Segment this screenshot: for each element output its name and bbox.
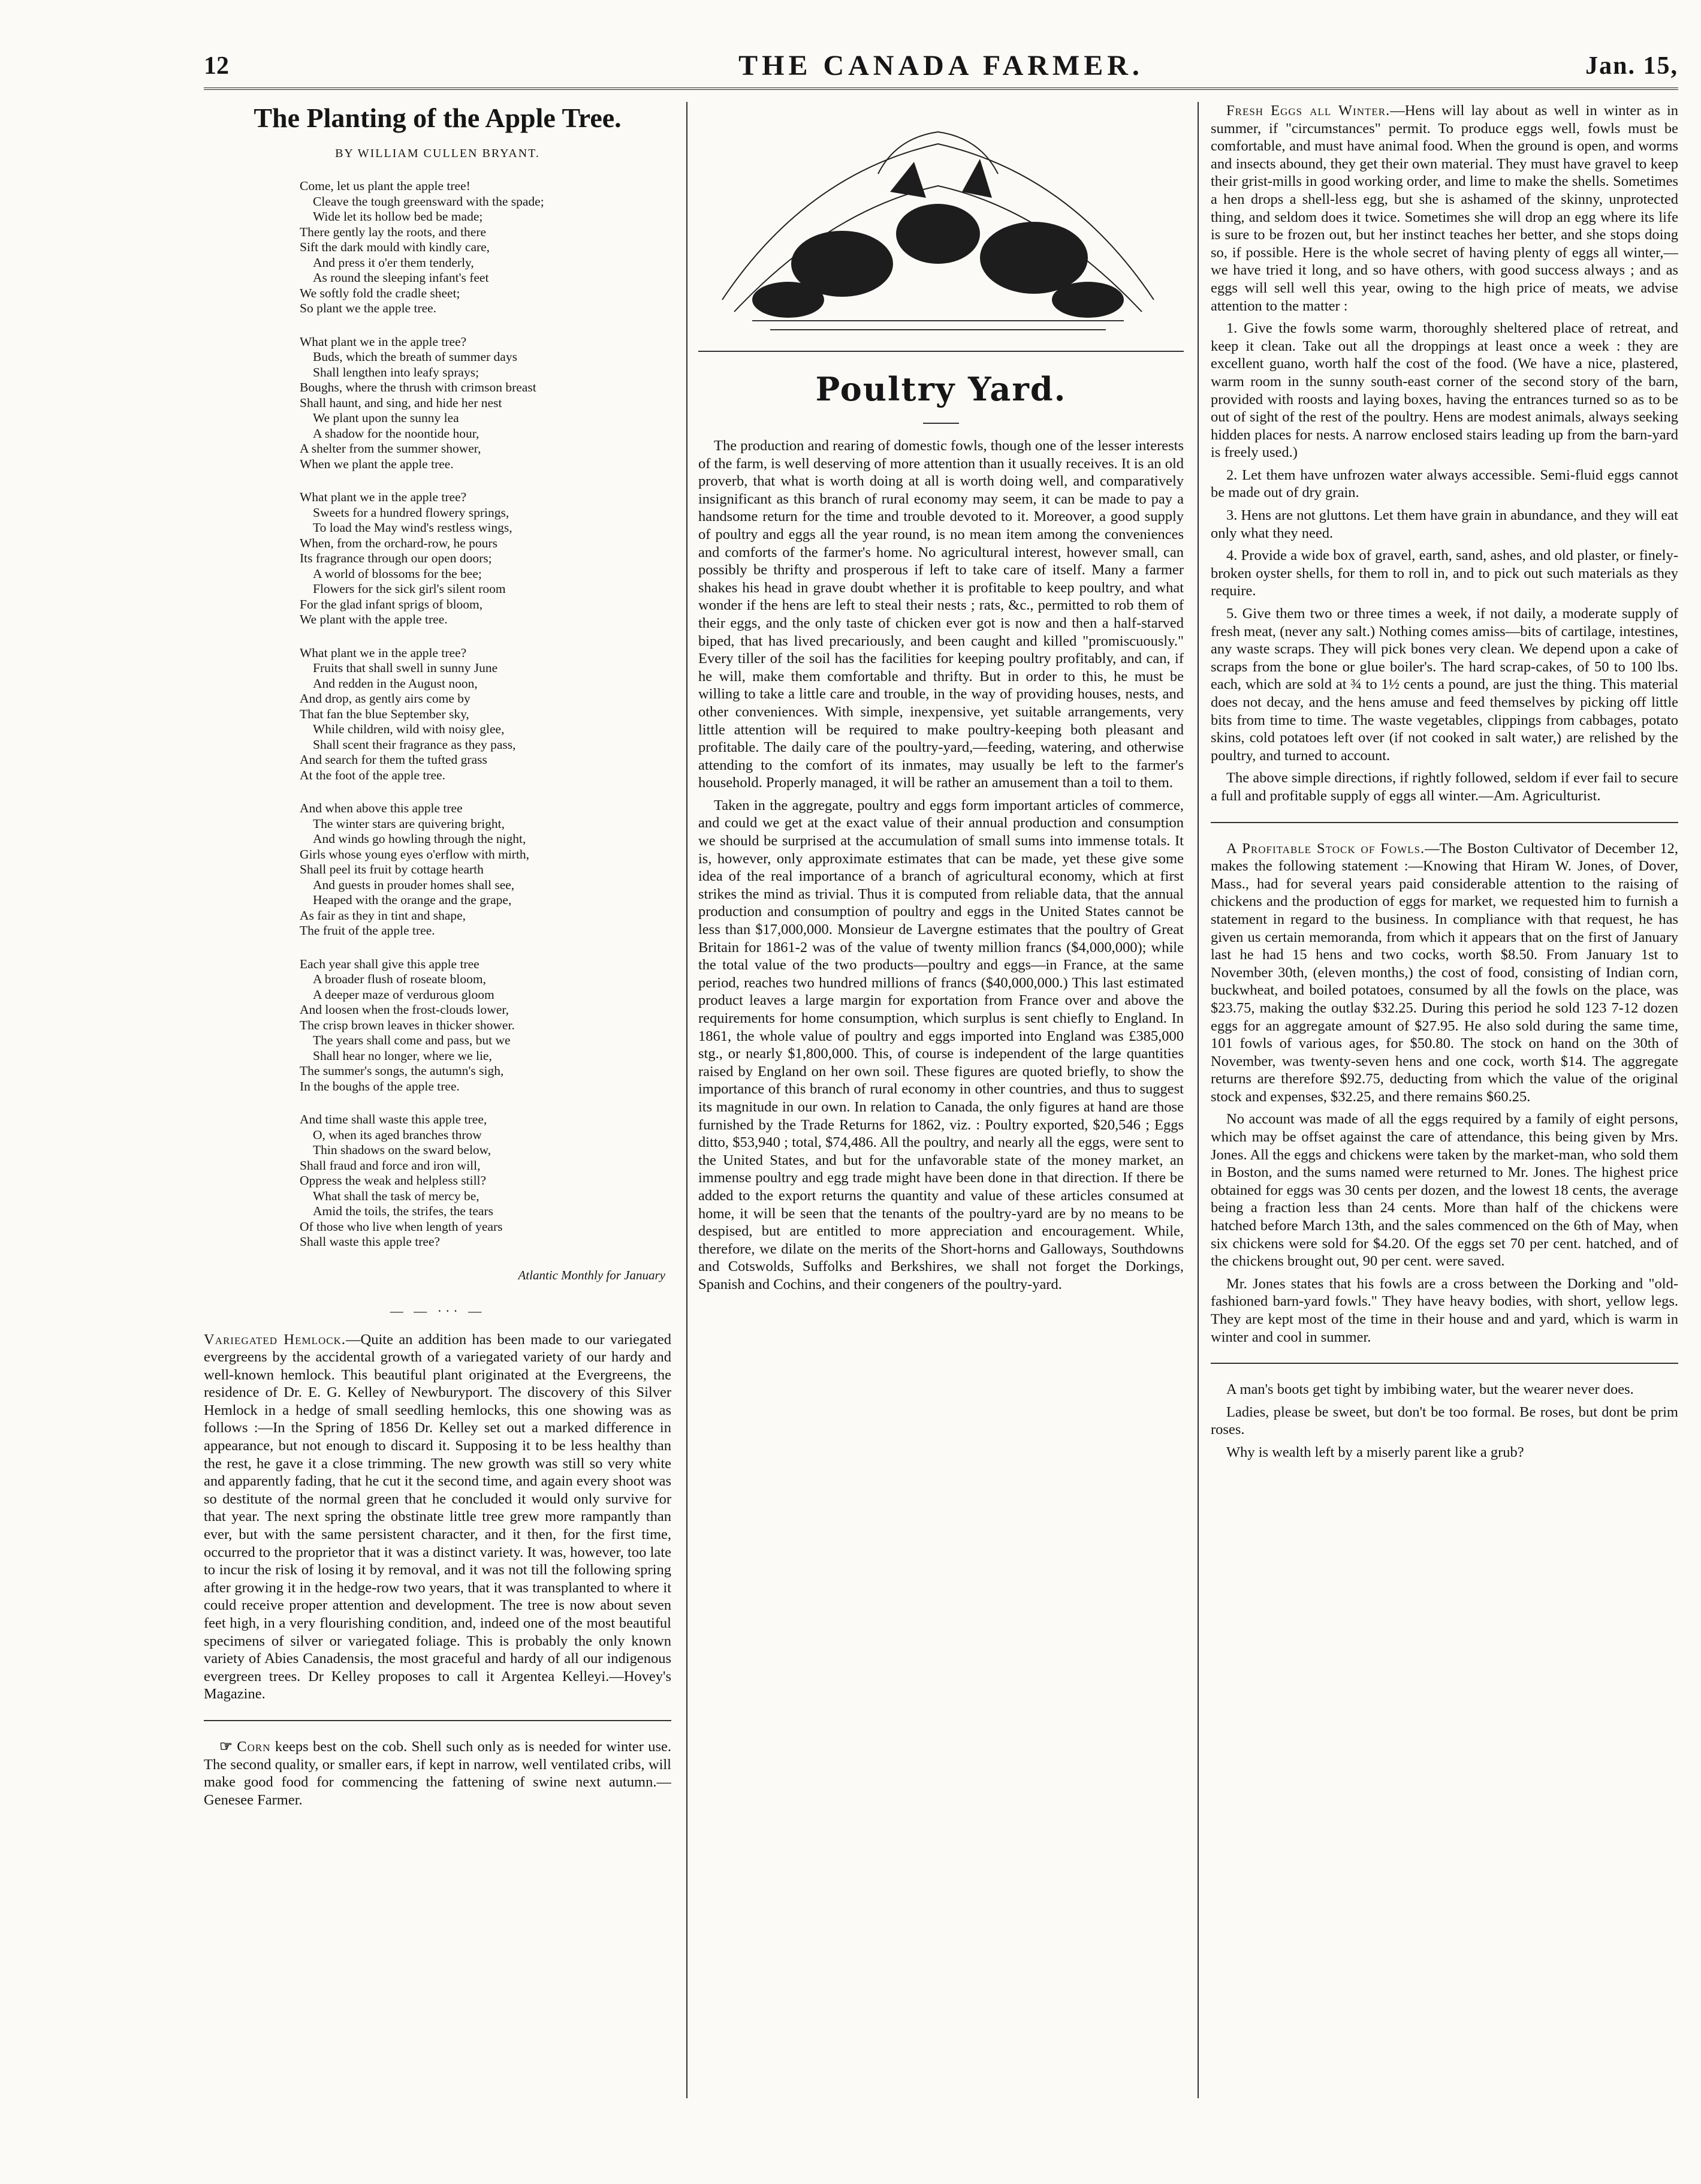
title-rule [923, 423, 959, 424]
poem-line: Wide let its hollow bed be made; [313, 209, 483, 224]
poem-line: For the glad infant sprigs of bloom, [300, 597, 483, 611]
poem-stanza [300, 490, 671, 628]
fresh-eggs-item: 2. Let them have unfrozen water always accessible. Semi-fluid eggs cannot be made out of dry grain. [1211, 466, 1678, 501]
corn-article [204, 1738, 671, 1809]
poem-line: O, when its aged branches throw [313, 1127, 482, 1142]
poultry-paragraph: The production and rearing of domestic fowls, though one of the lesser interests of the farm, is well deserving of more attention than it usually receives. It is an old proverb, that what is worth doing at all is worth doing well, and comparatively insignificant as this branch of rural economy may seem, it can be made to pay a handsome return for the time and trouble devoted to it. Moreover, a good supply of poultry and eggs all the year round, is no mean item among the conveniences and comforts of the farmer's home. No agricultural interest, however small, can possibly be thrifty and prosperous if left to take care of itself. Many a farmer shakes his head in grave doubt whether it is profitable to keep poultry, and what wonder if the hens are left to steal their nests ; rats, &c., permitted to rob them of their eggs, and the only taste of chicken ever got is now and then a half-starved biped, that has lived precariously, and been caught and killed "promiscuously." Every tiller of the soil has the facilities for keeping poultry profitably, and can, if he will, make them comfortable and thrifty. But in order to this, he must be willing to take a little care and trouble, in the way of providing houses, nests, and other conveniences. With simple, inexpensive, yet suitable arrangements, very little attention will be required to make poultry-keeping both pleasant and profitable. The daily care of the poultry-yard,—feeding, watering, and otherwise attending to the comfort of its inmates, may usually be left to the farmer's household. Properly managed, it will be rather an amusement than a toil to them. [698, 438, 1184, 791]
poem-line: Heaped with the orange and the grape, [313, 893, 512, 907]
poem-line: And search for them the tufted grass [300, 752, 487, 767]
poem-source: Atlantic Monthly for January [518, 1267, 665, 1282]
poem-stanza [300, 801, 671, 939]
profitable-stock-text: —The Boston Cultivator of December 12, makes the following statement :—Knowing that Hiram W. Jones, of Dover, Mass., had for several years paid considerable attention to the raising of chickens and the production of eggs for market, we requested him to furnish a statement in regard to the business. In compliance with that request, he has given us certain memoranda, from which it appears that on the first of January last he had 15 hens and two cocks, worth $8.50. From January 1st to November 30th, (eleven months,) the cost of food, consisting of Indian corn, buckwheat, and boiled potatoes, consumed by all the fowls on the place, was $23.75, making the outlay $32.25. During this period he sold 123 7-12 dozen eggs for an aggregate amount of $27.95. He also sold during the same time, 101 fowls of various ages, for $50.80. The stock on hand on the 30th of November, was twenty-seven hens and one cock, worth $14. The aggregate returns are therefore $92.75, deducting from which the value of the original stock and expenses, $32.25, and there remains $60.25. [1211, 840, 1678, 1105]
poem-line: The years shall come and pass, but we [313, 1033, 511, 1047]
masthead-title: THE CANADA FARMER. [738, 50, 1144, 82]
poem-line: And winds go howling through the night, [313, 832, 526, 846]
poem-stanza [300, 957, 671, 1095]
poem-line: A broader flush of roseate bloom, [313, 972, 486, 986]
poultry-paragraph: Taken in the aggregate, poultry and eggs form important articles of commerce, and could we get at the exact value of their annual production and consumption we should be surprised at the accumulation of small sums into immense totals. It is, however, only approximate estimates that can be made, yet these give some idea of the real importance of a branch of agricultural economy, which at first strikes the mind as trivial. Thus it is computed from reliable data, that the annual production and consumption of poultry and eggs in the United States cannot be less than $17,000,000. Monsieur de Lavergne estimates that the poultry of Great Britain for 1861-2 was of the value of twenty million francs ($4,000,000); while the total value of the two products—poultry and eggs—in France, at the same period, reaches two hundred millions of francs ($40,000,000.) This last estimated product leaves a large margin for exportation from France over and above the requirements for home consumption, which surplus is sent chiefly to England. In 1861, the whole value of poultry and eggs imported into England was £385,000 stg., or nearly $1,800,000. This, of course is independent of the large quantities raised by England on her own soil. These figures are quoted briefly, to show the importance of this branch of rural economy in other countries, and thus to suggest its magnitude in our own. In relation to Canada, the only figures at hand are those furnished by the Trade Returns for 1862, viz. : Poultry exported, $20,546 ; Eggs ditto, $53,940 ; total, $74,486. All the poultry, and nearly all the eggs, were sent to the United States, and but for the unfavorable state of the money market, an immense poultry and egg trade might have been done in that direction. If there be added to the export returns the quantity and value of these articles consumed at home, it will be seen that the tenants of the poultry-yard are by no means to be despised, but are entitled to more appreciation and encouragement. While, therefore, we dilate on the merits of the Short-horns and Galloways, Southdowns and Cotswolds, Suffolks and Berkshires, we shall not forget the Dorkings, Spanish and Cochins, and their congeners of the poultry-yard. [698, 797, 1184, 1293]
poem-line: Cleave the tough greensward with the spade; [313, 194, 544, 209]
poem-line: When, from the orchard-row, he pours [300, 535, 497, 550]
poem-line: Girls whose young eyes o'erflow with mirth, [300, 847, 530, 861]
poem-line: As fair as they in tint and shape, [300, 908, 466, 923]
poem-line: Boughs, where the thrush with crimson breast [300, 380, 536, 394]
poem-line: As round the sleeping infant's feet [313, 270, 489, 285]
issue-date: Jan. 15, [1585, 52, 1678, 80]
poem-line: In the boughs of the apple tree. [300, 1079, 460, 1093]
hemlock-article [204, 1331, 671, 1703]
poem-line: We plant with the apple tree. [300, 612, 448, 626]
poem-stanza [300, 179, 671, 317]
article-rule [204, 1720, 671, 1721]
poem-line: A deeper maze of verdurous gloom [313, 987, 494, 1002]
fresh-eggs-item: 1. Give the fowls some warm, thoroughly sheltered place of retreat, and keep it clean. Take out all the droppings at least once a week : they are excellent guano, worth half the cost of the food. (We have a nice, plastered, warm room in the sunny south-east corner of the second story of the barn, provided with roosts and laying boxes, having the entrances turned so as to be out of sight of the rest of the poultry. Hens are modest animals, always seeking hidden places for nests. A narrow enclosed stairs leading up from the barn-yard is freely used.) [1211, 320, 1678, 461]
poem-line: What plant we in the apple tree? [300, 490, 467, 504]
fresh-eggs-item: The above simple directions, if rightly followed, seldom if ever fail to secure a full and profitable supply of eggs all winter.—Am. Agriculturist. [1211, 770, 1678, 804]
poem-line: There gently lay the roots, and there [300, 224, 487, 239]
newspaper-page [204, 48, 1678, 2134]
poem-line: The crisp brown leaves in thicker shower. [300, 1017, 515, 1032]
poem-line: And time shall waste this apple tree, [300, 1112, 487, 1126]
poem-line: While children, wild with noisy glee, [313, 722, 505, 736]
article-rule [1211, 1363, 1678, 1364]
fresh-eggs-article [1211, 102, 1678, 315]
profitable-stock-article [1211, 840, 1678, 1106]
column-rule [1198, 102, 1199, 2098]
poultry-engraving [698, 102, 1178, 342]
hand-pointer-icon: ☞ [219, 1738, 233, 1755]
section-divider: — — ··· — [390, 1303, 485, 1318]
column-left [204, 102, 671, 2098]
poem-stanza [300, 646, 671, 784]
poem-line: Its fragrance through our open doors; [300, 551, 492, 565]
poem-line: That fan the blue September sky, [300, 706, 469, 721]
poem-line: Shall peel its fruit by cottage hearth [300, 862, 484, 876]
poem-stanza [300, 1112, 671, 1250]
poem-line: Shall scent their fragrance as they pass, [313, 737, 516, 752]
poem-line: Fruits that shall swell in sunny June [313, 661, 498, 675]
poem-line: The fruit of the apple tree. [300, 923, 435, 938]
profitable-stock-paragraph: Mr. Jones states that his fowls are a cross between the Dorking and "old-fashioned barn-yard fowls." They have heavy bodies, with short, yellow legs. They are kept most of the time in their house and and yard, which is warm in winter and cool in summer. [1211, 1275, 1678, 1345]
poem-line: A shelter from the summer shower, [300, 441, 481, 456]
poem-line: Sweets for a hundred flowery springs, [313, 505, 509, 520]
poem-title: The Planting of the Apple Tree. [254, 103, 622, 133]
poem-line: Each year shall give this apple tree [300, 956, 479, 971]
poem-line: And loosen when the frost-clouds lower, [300, 1002, 509, 1017]
poem-line: And press it o'er them tenderly, [313, 255, 474, 270]
poultry-yard-title: Poultry Yard. [815, 370, 1067, 408]
column-right [1211, 102, 1678, 2098]
poem-line: Oppress the weak and helpless still? [300, 1173, 487, 1188]
fresh-eggs-item: 5. Give them two or three times a week, if not daily, a moderate supply of fresh meat, (never any salt.) Nothing comes amiss—bits of cartilage, intestines, any waste scraps. They will pick bones very clean. We depend upon a cake of scraps from the bone or glue boiler's. The hard scrap-cakes, of 50 to 100 lbs. each, which are sold at ¾ to 1½ cents a pound, are just the thing. This material does not decay, and the hens amuse and feed themselves by picking off little bits from time to time. The waste vegetables, clippings from cabbages, potato skins, cold potatoes left over (if not cooked in salt water,) are relished by the poultry, and turned to account. [1211, 606, 1678, 764]
wealth-item: Why is wealth left by a miserly parent like a grub? [1226, 1444, 1524, 1460]
poem-line: We plant upon the sunny lea [313, 411, 459, 425]
hemlock-text: —Quite an addition has been made to our variegated evergreens by the accidental growth of a variegated variety of our hardy and well-known hemlock. This beautiful plant originated at the Evergreens, the residence of Dr. E. G. Kelley of Newburyport. The discovery of this Silver Hemlock in a hedge of small seedling hemlocks, this one showing was as follows :—In the Spring of 1856 Dr. Kelley set out a marked difference in appearance, but not enough to discard it. Supposing it to be less healthy than the rest, he gave it a close trimming. The new growth was still so very white and apparently fading, that he cut it the second time, and again every shoot was so destitute of the normal green that he concluded it would only survive for that year. The next spring the obstinate little tree grew more rampantly than ever, but with the same persistent character, and it then, for the first time, occurred to the proprietor that it was a distinct variety. It was, however, too late to incur the risk of losing it by removal, and it was not till the following spring after growing it in the hedge-row two years, that it was transplanted to where it could receive proper attention and development. The tree is now about seven feet high, in a very flourishing condition, and, indeed one of the most beautiful specimens of silver or variegated foliage. This is probably the only known variety of Abies Canadensis, the most graceful and hardy of all our indigenous evergreen trees. Dr Kelley proposes to call it Argentea Kelleyi.—Hovey's Magazine. [204, 1331, 671, 1703]
masthead-rule [204, 88, 1678, 90]
poem-line: And guests in prouder homes shall see, [313, 877, 515, 892]
poem-line: Flowers for the sick girl's silent room [313, 582, 506, 596]
boots-item: A man's boots get tight by imbibing water, but the wearer never does. [1226, 1381, 1634, 1398]
column-rule [686, 102, 687, 2098]
poem-line: Of those who live when length of years [300, 1219, 503, 1234]
fresh-eggs-intro: —Hens will lay about as well in winter as in summer, if "circumstances" permit. To produce eggs well, fowls must be comfortable, and must have animal food. When the ground is open, and worms and insects abound, they get their own material. They must have gravel to keep their grist-mills in good working order, and lime to make the shells. Sometimes a hen drops a shell-less egg, but she is ashamed of the skinny, unprotected thing, and seldom does it twice. Sometimes she will drop an egg where its life is sure to be frozen out, but her instinct teaches her better, and she stops doing so, if possible. Here is the whole secret of having plenty of eggs all winter,—we have tried it long, and so have others, with good success always ; and as eggs will sell well this year, owing to the high price of meats, we advise attention to the matter : [1211, 103, 1678, 314]
page-number: 12 [204, 52, 229, 80]
fresh-eggs-item: 4. Provide a wide box of gravel, earth, sand, ashes, and old plaster, or finely-broken oyster shells, for them to roll in, and to pick out such materials as they require. [1211, 547, 1678, 600]
hemlock-lead: Variegated Hemlock. [204, 1331, 346, 1348]
poem-line: Thin shadows on the sward below, [313, 1143, 491, 1157]
poem-line: We softly fold the cradle sheet; [300, 285, 460, 300]
poem-line: What shall the task of mercy be, [313, 1188, 479, 1203]
column-middle [698, 102, 1184, 2098]
poem-line: Amid the toils, the strifes, the tears [313, 1204, 493, 1218]
poem-line: What plant we in the apple tree? [300, 334, 467, 349]
poem-line: And redden in the August noon, [313, 676, 478, 691]
poem-line: A shadow for the noontide hour, [313, 426, 479, 441]
poem-line: At the foot of the apple tree. [300, 767, 445, 782]
poem-line: Shall fraud and force and iron will, [300, 1158, 481, 1173]
profitable-stock-paragraph: No account was made of all the eggs required by a family of eight persons, which may be offset against the care of attendance, this being given by Mrs. Jones. All the eggs and chickens were taken by the market-man, who sold them in Boston, and the sums named were returned to Mr. Jones. The highest price obtained for eggs was 30 cents per dozen, and the lowest 18 cents, the average being a fraction less than 24 cents. More than half of the chickens were hatched before March 13th, and the sales commenced on the 6th of May, when six chickens were sold for $4.20. Of the eggs set 70 per cent. hatched, and of the chickens brought out, 90 per cent. were saved. [1211, 1111, 1678, 1270]
fresh-eggs-item: 3. Hens are not gluttons. Let them have grain in abundance, and they will eat only what they need. [1211, 507, 1678, 541]
poem-line: Shall haunt, and sing, and hide her nest [300, 395, 502, 410]
poem-line: Shall lengthen into leafy sprays; [313, 364, 479, 379]
poem-byline: BY WILLIAM CULLEN BRYANT. [335, 147, 540, 160]
poem-line: And drop, as gently airs come by [300, 691, 471, 706]
poem-line: And when above this apple tree [300, 801, 463, 815]
poem-line: Shall waste this apple tree? [300, 1234, 441, 1249]
poem-stanza [300, 335, 671, 472]
poem-line: A world of blossoms for the bee; [313, 566, 482, 581]
poem-line: The winter stars are quivering bright, [313, 816, 505, 831]
poem-line: Buds, which the breath of summer days [313, 350, 517, 364]
corn-lead: Corn [237, 1738, 271, 1755]
poem-line: When we plant the apple tree. [300, 456, 454, 471]
corn-text: keeps best on the cob. Shell such only as is needed for winter use. The second quality, or smaller ears, if kept in narrow, well ventilated cribs, will make good food for commencing the fattening of swine next autumn.—Genesee Farmer. [204, 1738, 671, 1808]
fresh-eggs-lead: Fresh Eggs all Winter. [1226, 103, 1391, 119]
poem-body [204, 179, 671, 1250]
poem-line: What plant we in the apple tree? [300, 645, 467, 660]
engraving-rule [698, 351, 1184, 352]
poem-line: So plant we the apple tree. [300, 301, 437, 315]
poem-line: Come, let us plant the apple tree! [300, 179, 471, 193]
masthead [204, 48, 1678, 90]
poem-line: Shall hear no longer, where we lie, [313, 1048, 492, 1063]
article-rule [1211, 822, 1678, 823]
ladies-item: Ladies, please be sweet, but don't be too formal. Be roses, but dont be prim roses. [1211, 1403, 1678, 1438]
poem-line: To load the May wind's restless wings, [313, 520, 512, 535]
profitable-stock-lead: A Profitable Stock of Fowls. [1226, 840, 1425, 857]
poem-line: Sift the dark mould with kindly care, [300, 240, 490, 254]
poem-line: The summer's songs, the autumn's sigh, [300, 1064, 504, 1078]
